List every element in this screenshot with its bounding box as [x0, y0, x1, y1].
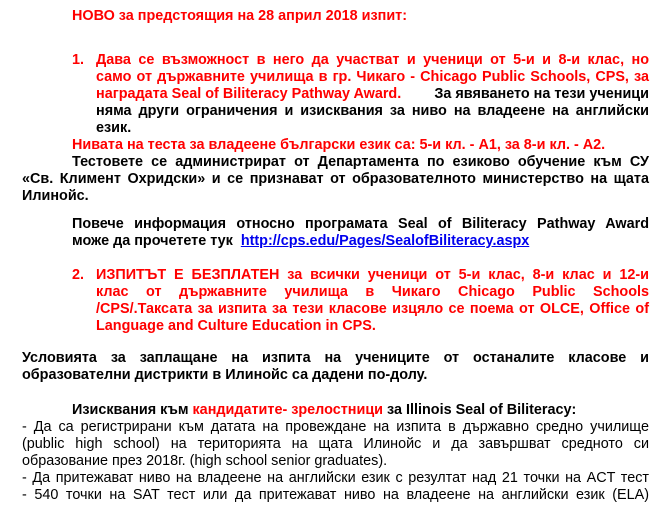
item1-award-text: наградата Seal of Biliteracy Pathway Award.	[96, 86, 402, 102]
req1-line1: - Да са регистрирани към датата на провеждане на изпита в държавно средно училище	[22, 419, 649, 435]
payment-line1: Условията за заплащане на изпита на учениците от останалите класове и	[22, 350, 649, 366]
more-info-line1: Повече информация относно програмата Seal of Biliteracy Pathway Award	[72, 216, 649, 232]
item1-line4: няма други ограничения и изисквания за ниво на владеене на английски	[96, 103, 649, 119]
item1-line3-rest: За явяването на тези ученици	[434, 86, 649, 102]
levels-text: Нивата на теста за владеене български език са: 5-и кл. - А1, за 8-и кл. - А2.	[72, 137, 606, 153]
seal-of-biliteracy-link[interactable]: http://cps.edu/Pages/SealofBiliteracy.aspx	[240, 233, 530, 249]
item1-line3	[96, 86, 649, 104]
req2-line1: - Да притежават ниво на владеене на английски език с резултат над 21 точки на ACT тест	[22, 470, 649, 486]
item2-line1: ИЗПИТЪТ Е БЕЗПЛАТЕН за всички ученици от 5-и клас, 8-и клас и 12-и	[96, 267, 649, 283]
item1-number: 1.	[72, 52, 85, 68]
requirements-candidates: кандидатите- зрелостници	[192, 402, 384, 418]
news-header: НОВО за предстоящия на 28 април 2018 изпит:	[72, 8, 408, 24]
requirements-suffix: за Illinois Seal of Biliteracy:	[387, 402, 577, 418]
req2-line2: - 540 точки на SAT тест или да притежават ниво на владеене на английски език (ELA)	[22, 487, 649, 503]
req1-line2: (public high school) на територията на щата Илинойс и да завършват средното си	[22, 436, 649, 452]
req1-line3: образование през 2018г. (high school senior graduates).	[22, 453, 388, 469]
payment-line2: образователни дистрикти в Илинойс са дадени по-долу.	[22, 367, 428, 383]
item1-line5: език.	[96, 120, 132, 136]
item2-line3: /CPS/.Таксата за изпита за тези класове изцяло се поема от OLCE, Office of	[96, 301, 649, 317]
tests-line3: Илинойс.	[22, 188, 89, 204]
requirements-prefix: Изисквания към	[72, 402, 189, 418]
item2-line2: клас от държавните училища в Чикаго Chicago Public Schools	[96, 284, 649, 300]
more-info-text: може да прочетете тук	[72, 233, 233, 249]
tests-line2: «Св. Климент Охридски» и се признават от образователното министерство на щата	[22, 171, 649, 187]
requirements-heading	[72, 402, 576, 420]
item2-number: 2.	[72, 267, 85, 283]
item1-line1: Дава се възможност в него да участват и ученици от 5-и и 8-и клас, но	[96, 52, 649, 68]
item1-line2: само от държавните училища в гр. Чикаго - Chicago Public Schools, CPS, за	[96, 69, 649, 85]
tests-line1: Тестовете се администрират от Департамента по езиково обучение към СУ	[72, 154, 649, 170]
more-info-line2	[72, 233, 529, 251]
item2-line4: Language and Culture Education in CPS.	[96, 318, 376, 334]
